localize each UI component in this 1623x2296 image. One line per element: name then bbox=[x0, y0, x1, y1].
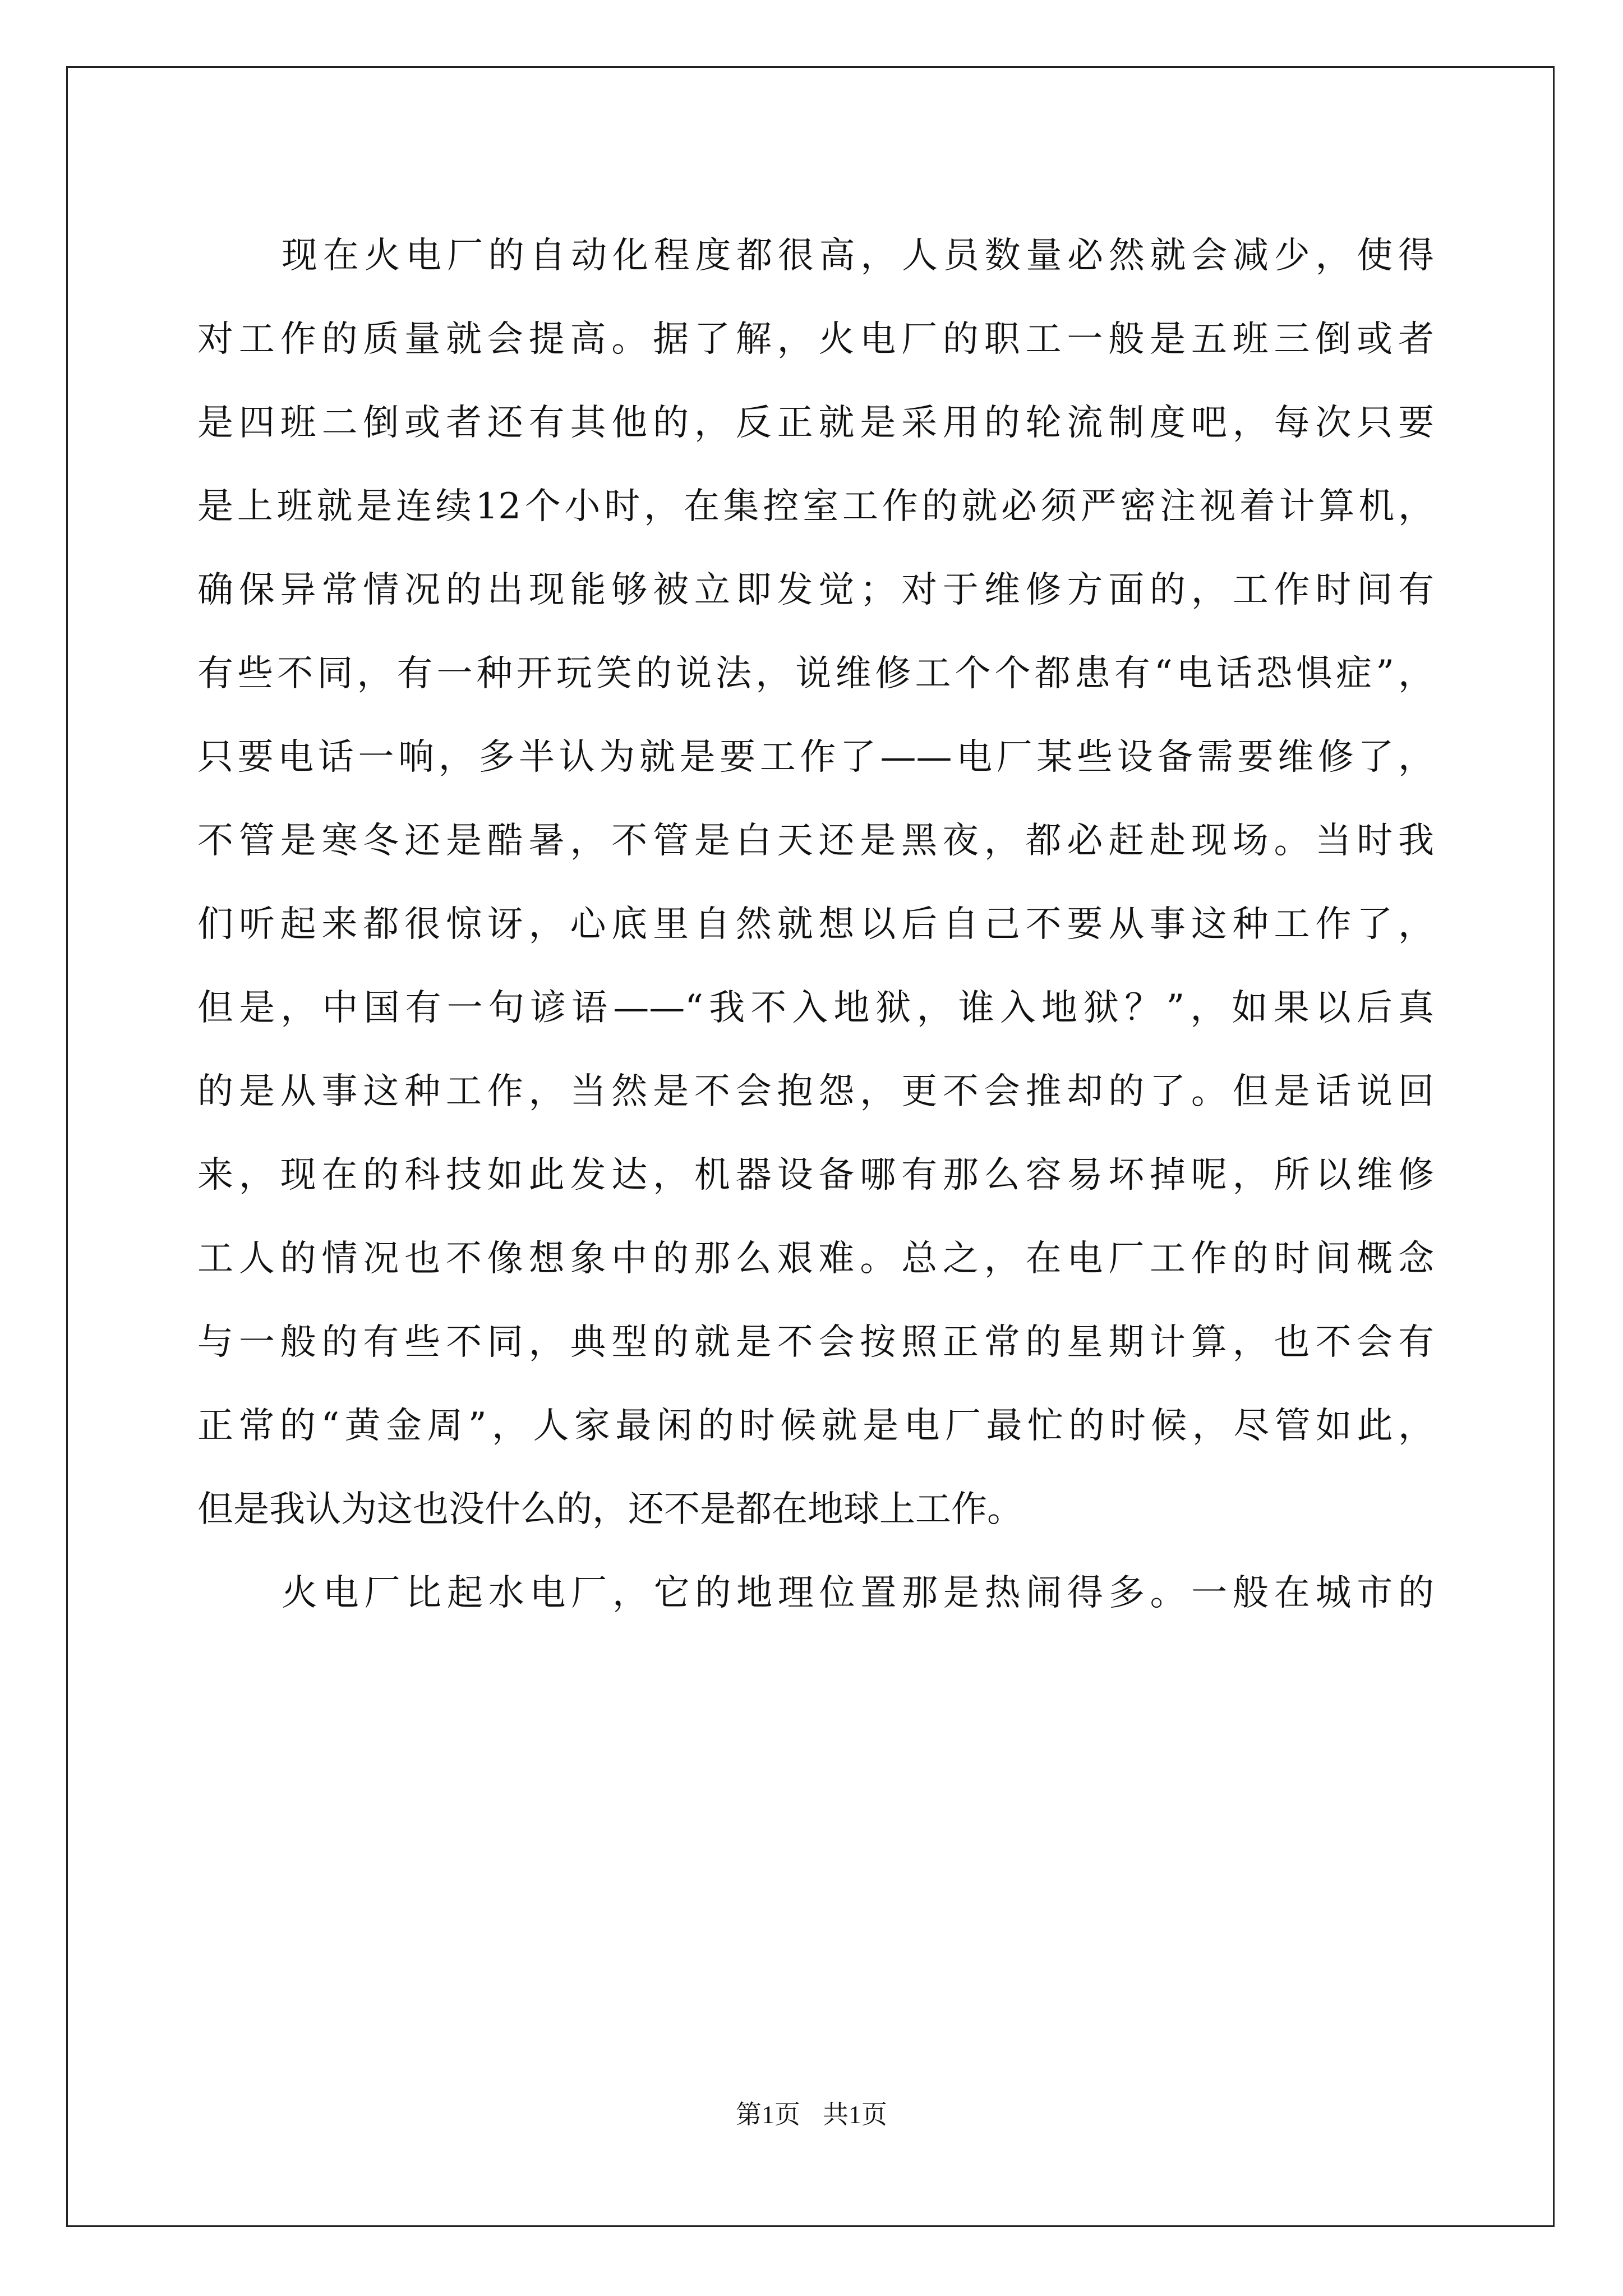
paragraph-1-line-11: 的是从事这种工作，当然是不会抱怨，更不会推却的了。但是话说回 bbox=[197, 1071, 1434, 1112]
page-number: 第1页 bbox=[736, 2100, 800, 2129]
page-total: 共1页 bbox=[823, 2100, 887, 2129]
paragraph-1-line-4: 是上班就是连续12个小时，在集控室工作的就必须严密注视着计算机， bbox=[197, 486, 1434, 527]
paragraph-1-line-13: 工人的情况也不像想象中的那么艰难。总之，在电厂工作的时间概念 bbox=[197, 1238, 1434, 1280]
paragraph-1-line-5: 确保异常情况的出现能够被立即发觉；对于维修方面的，工作时间有 bbox=[197, 569, 1434, 611]
paragraph-1-line-15: 正常的“黄金周”，人家最闲的时候就是电厂最忙的时候，尽管如此， bbox=[197, 1405, 1434, 1447]
paragraph-1-line-14: 与一般的有些不同，典型的就是不会按照正常的星期计算，也不会有 bbox=[197, 1322, 1434, 1363]
paragraph-1-line-6: 有些不同，有一种开玩笑的说法，说维修工个个都患有“电话恐惧症”， bbox=[197, 653, 1434, 694]
document-body bbox=[197, 214, 1434, 1635]
paragraph-1-line-10: 但是，中国有一句谚语——“我不入地狱，谁入地狱？”，如果以后真 bbox=[197, 987, 1434, 1029]
paragraph-1-line-16: 但是我认为这也没什么的，还不是都在地球上工作。 bbox=[197, 1489, 1023, 1530]
paragraph-1-line-2: 对工作的质量就会提高。据了解，火电厂的职工一般是五班三倒或者 bbox=[197, 319, 1434, 360]
paragraph-1-line-8: 不管是寒冬还是酷暑，不管是白天还是黑夜，都必赶赴现场。当时我 bbox=[197, 820, 1434, 862]
paragraph-1-line-7: 只要电话一响，多半认为就是要工作了——电厂某些设备需要维修了， bbox=[197, 737, 1434, 778]
paragraph-1-line-3: 是四班二倒或者还有其他的，反正就是采用的轮流制度吧，每次只要 bbox=[197, 402, 1434, 444]
paragraph-1-line-1: 现在火电厂的自动化程度都很高，人员数量必然就会减少，使得 bbox=[282, 235, 1434, 277]
paragraph-2-line-1: 火电厂比起水电厂，它的地理位置那是热闹得多。一般在城市的 bbox=[282, 1572, 1434, 1614]
paragraph-1-line-12: 来，现在的科技如此发达，机器设备哪有那么容易坏掉呢，所以维修 bbox=[197, 1154, 1434, 1196]
page-footer bbox=[0, 2098, 1623, 2132]
paragraph-1-line-9: 们听起来都很惊讶，心底里自然就想以后自己不要从事这种工作了， bbox=[197, 904, 1434, 945]
